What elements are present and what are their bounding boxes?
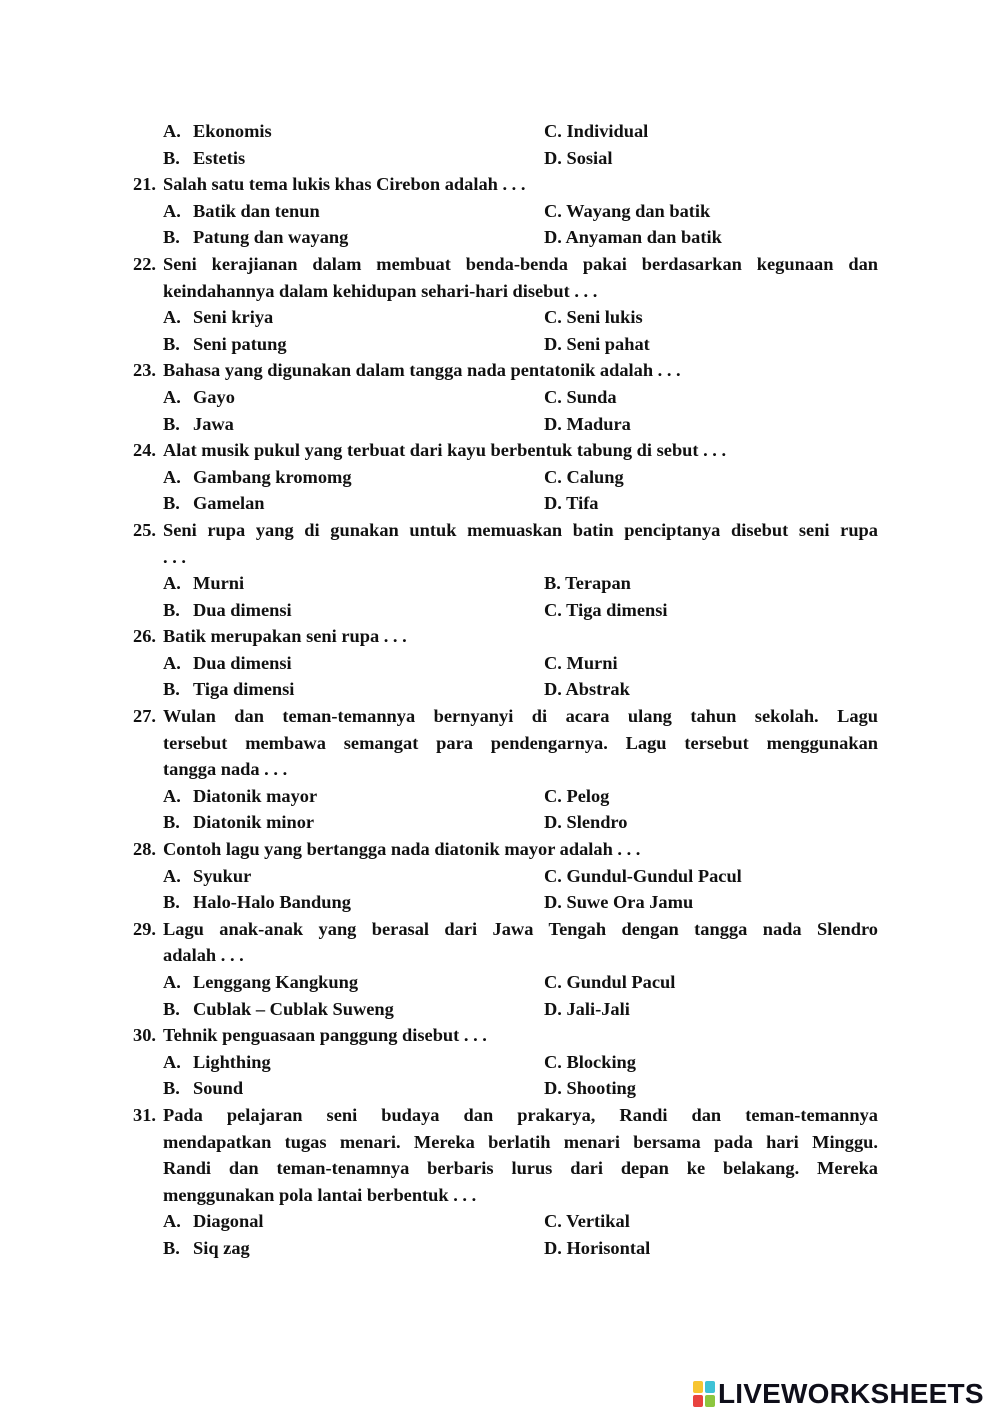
options-row (0, 118, 1000, 145)
liveworksheets-logo (693, 1378, 984, 1410)
option-d[interactable]: D. Slendro (544, 812, 628, 833)
question-number: 31. (133, 1104, 156, 1125)
question-text: Randi dan teman-tenamnya berbaris lurus dari depan ke belakang. Mereka (163, 1158, 878, 1179)
option-d[interactable]: D. Seni pahat (544, 333, 650, 354)
options-row (0, 969, 1000, 996)
option-b[interactable]: B. Jawa (163, 413, 234, 434)
option-a[interactable]: A. Murni (163, 573, 245, 594)
question-26 (0, 623, 1000, 650)
question-text: adalah . . . (163, 945, 244, 966)
option-d[interactable]: D. Abstrak (544, 679, 630, 700)
option-a[interactable]: A. Diagonal (163, 1211, 264, 1232)
option-b[interactable]: B. Patung dan wayang (163, 227, 349, 248)
option-d[interactable]: D. Tifa (544, 493, 599, 514)
option-d[interactable]: D. Sosial (544, 147, 613, 168)
question-text: Seni rupa yang di gunakan untuk memuaskan batin penciptanya disebut seni rupa (163, 519, 878, 540)
options-row (0, 1049, 1000, 1076)
options-row (0, 464, 1000, 491)
option-a[interactable]: A. Seni kriya (163, 307, 274, 328)
option-c[interactable]: C. Tiga dimensi (544, 599, 668, 620)
option-c[interactable]: C. Wayang dan batik (544, 200, 711, 221)
option-b[interactable]: B. Diatonik minor (163, 812, 315, 833)
question-24 (0, 437, 1000, 464)
question-number: 21. (133, 174, 156, 195)
question-text: . . . (163, 546, 186, 567)
question-text: Pada pelajaran seni budaya dan prakarya, Randi dan teman-temannya (163, 1104, 878, 1125)
question-number: 27. (133, 706, 156, 727)
option-c[interactable]: C. Calung (544, 466, 624, 487)
question-text: Seni kerajianan dalam membuat benda-benda pakai berdasarkan kegunaan dan (163, 253, 878, 274)
option-b[interactable]: B. Dua dimensi (163, 599, 292, 620)
question-21 (0, 171, 1000, 198)
question-31 (0, 1102, 1000, 1129)
option-d[interactable]: D. Anyaman dan batik (544, 227, 722, 248)
question-text: tangga nada . . . (163, 759, 288, 780)
option-a[interactable]: A. Gayo (163, 386, 235, 407)
option-c[interactable]: C. Seni lukis (544, 307, 643, 328)
options-row (0, 145, 1000, 172)
question-text: Salah satu tema lukis khas Cirebon adalah . . . (163, 174, 526, 195)
question-25 (0, 517, 1000, 544)
question-text-line (0, 730, 1000, 757)
option-c[interactable]: C. Sunda (544, 386, 617, 407)
question-text: Tehnik penguasaan panggung disebut . . . (163, 1025, 487, 1046)
worksheet (0, 118, 1000, 1262)
options-row (0, 597, 1000, 624)
question-28 (0, 836, 1000, 863)
question-text: mendapatkan tugas menari. Mereka berlatih menari bersama pada hari Minggu. (163, 1131, 878, 1152)
question-text: Alat musik pukul yang terbuat dari kayu berbentuk tabung di sebut . . . (163, 440, 727, 461)
options-row (0, 650, 1000, 677)
option-a[interactable]: A. Dua dimensi (163, 652, 292, 673)
question-number: 29. (133, 918, 156, 939)
question-text: tersebut membawa semangat para pendengarnya. Lagu tersebut menggunakan (163, 732, 878, 753)
option-a[interactable]: A. Lenggang Kangkung (163, 972, 359, 992)
question-text: Wulan dan teman-temannya bernyanyi di acara ulang tahun sekolah. Lagu (163, 706, 878, 727)
options-row (0, 809, 1000, 836)
question-text: Lagu anak-anak yang berasal dari Jawa Tengah dengan tangga nada Slendro (163, 918, 878, 939)
option-d[interactable]: D. Horisontal (544, 1237, 651, 1258)
question-text: keindahannya dalam kehidupan sehari-hari disebut . . . (163, 280, 598, 301)
option-c[interactable]: C. Individual (544, 121, 649, 141)
question-text-line (0, 942, 1000, 969)
options-row (0, 224, 1000, 251)
option-b[interactable]: B. Seni patung (163, 333, 287, 354)
question-text-line (0, 278, 1000, 305)
options-row (0, 676, 1000, 703)
question-text-line (0, 544, 1000, 571)
question-text-line (0, 1155, 1000, 1182)
options-row (0, 304, 1000, 331)
option-a[interactable]: A. Lighthing (163, 1051, 271, 1072)
question-text: menggunakan pola lantai berbentuk . . . (163, 1184, 477, 1205)
question-number: 30. (133, 1025, 156, 1046)
option-a[interactable]: A. Gambang kromomg (163, 466, 352, 487)
options-row (0, 863, 1000, 890)
options-row (0, 1075, 1000, 1102)
options-row (0, 996, 1000, 1023)
option-c[interactable]: C. Murni (544, 652, 618, 673)
option-b[interactable]: B. Siq zag (163, 1237, 250, 1258)
question-text-line (0, 756, 1000, 783)
option-d[interactable]: D. Suwe Ora Jamu (544, 892, 694, 913)
question-text-line (0, 1129, 1000, 1156)
options-row (0, 198, 1000, 225)
option-c[interactable]: C. Vertikal (544, 1211, 630, 1232)
option-d[interactable]: D. Jali-Jali (544, 998, 630, 1019)
option-b[interactable]: B. Sound (163, 1078, 244, 1099)
option-a[interactable]: A. Batik dan tenun (163, 200, 320, 221)
option-a[interactable]: A. Diatonik mayor (163, 785, 318, 806)
question-27 (0, 703, 1000, 730)
option-d[interactable]: D. Shooting (544, 1078, 636, 1099)
question-number: 25. (133, 519, 156, 540)
question-text: Bahasa yang digunakan dalam tangga nada pentatonik adalah . . . (163, 360, 681, 381)
question-number: 22. (133, 253, 156, 274)
option-c[interactable]: C. Gundul-Gundul Pacul (544, 865, 742, 886)
option-d[interactable]: D. Madura (544, 413, 631, 434)
question-23 (0, 357, 1000, 384)
option-b[interactable]: B. Estetis (163, 147, 246, 168)
option-c[interactable]: C. Blocking (544, 1051, 636, 1072)
question-number: 26. (133, 626, 156, 647)
option-a[interactable]: A. Syukur (163, 865, 252, 886)
question-text: Contoh lagu yang bertangga nada diatonik mayor adalah . . . (163, 839, 641, 860)
option-b[interactable]: B. Gamelan (163, 493, 265, 514)
option-b[interactable]: B. Tiga dimensi (163, 679, 295, 700)
options-row (0, 331, 1000, 358)
question-text-line (0, 1182, 1000, 1209)
options-row (0, 490, 1000, 517)
options-row (0, 889, 1000, 916)
option-b[interactable]: B. Halo-Halo Bandung (163, 892, 351, 913)
option-b[interactable]: B. Cublak – Cublak Suweng (163, 998, 394, 1019)
brand-name: LIVEWORKSHEETS (718, 1378, 984, 1409)
options-row (0, 411, 1000, 438)
question-number: 28. (133, 839, 156, 860)
option-c[interactable]: C. Gundul Pacul (544, 972, 676, 992)
logo-icon (693, 1381, 715, 1407)
question-30 (0, 1022, 1000, 1049)
option-b[interactable]: B. Terapan (544, 573, 631, 594)
options-row (0, 783, 1000, 810)
options-row (0, 384, 1000, 411)
question-22 (0, 251, 1000, 278)
question-29 (0, 916, 1000, 943)
question-number: 23. (133, 360, 156, 381)
options-row (0, 570, 1000, 597)
question-text: Batik merupakan seni rupa . . . (163, 626, 407, 647)
options-row (0, 1208, 1000, 1235)
question-number: 24. (133, 440, 156, 461)
options-row (0, 1235, 1000, 1262)
option-c[interactable]: C. Pelog (544, 785, 610, 806)
option-a[interactable]: A. Ekonomis (163, 121, 272, 141)
